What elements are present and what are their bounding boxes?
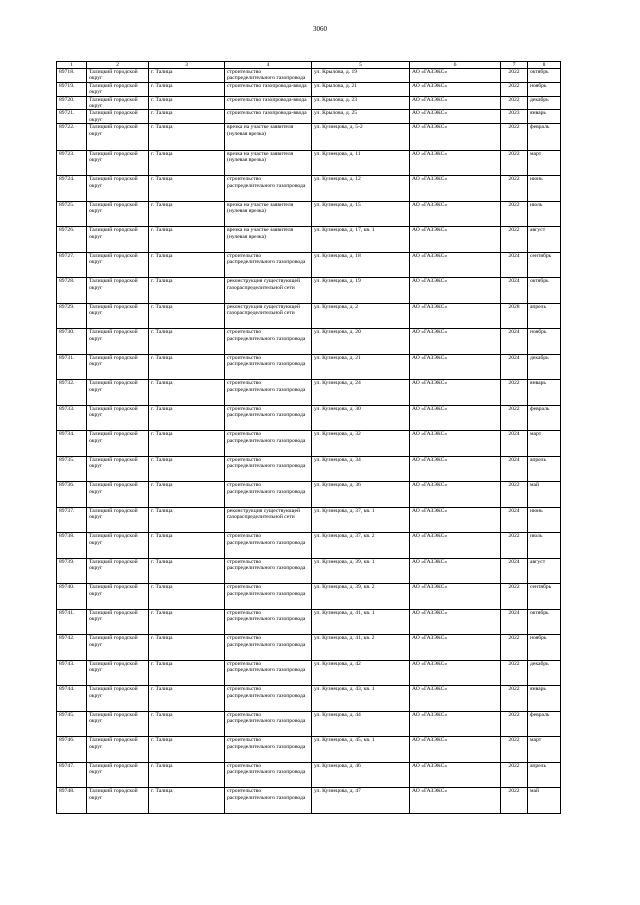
- row-number-cell: 89719.: [57, 82, 87, 96]
- address-cell: ул. Кузнецова, д. 17, кв. 1: [312, 227, 410, 253]
- organization-cell: АО «ГАЗЭКС»: [410, 660, 501, 686]
- year-cell: 2022: [501, 96, 528, 110]
- address-cell: ул. Кузнецова, д. 42: [312, 660, 410, 686]
- year-cell: 2022: [501, 737, 528, 763]
- page-number: 3060: [313, 25, 327, 33]
- month-cell: апрель: [528, 456, 561, 482]
- month-cell: март: [528, 737, 561, 763]
- table-row: [57, 201, 561, 227]
- address-cell: ул. Кузнецова, д. 34: [312, 456, 410, 482]
- address-cell: ул. Кузнецова, д. 20: [312, 329, 410, 355]
- table-row: [57, 380, 561, 406]
- settlement-cell: г. Талица: [149, 303, 225, 329]
- district-cell: Талицкий городской округ: [87, 354, 149, 380]
- settlement-cell: г. Талица: [149, 686, 225, 712]
- organization-cell: АО «ГАЗЭКС»: [410, 303, 501, 329]
- table-row: [57, 456, 561, 482]
- organization-cell: АО «ГАЗЭКС»: [410, 150, 501, 176]
- column-header: 8: [528, 62, 561, 69]
- work-type-cell: строительство распределительного газопровода: [225, 686, 312, 712]
- work-type-cell: строительство распределительного газопровода: [225, 482, 312, 508]
- settlement-cell: г. Талица: [149, 660, 225, 686]
- settlement-cell: г. Талица: [149, 227, 225, 253]
- work-type-cell: врезка на участке заявителя (нулевая врезка): [225, 150, 312, 176]
- year-cell: 2024: [501, 431, 528, 457]
- row-number-cell: 89721.: [57, 110, 87, 124]
- settlement-cell: г. Талица: [149, 150, 225, 176]
- settlement-cell: г. Талица: [149, 405, 225, 431]
- table-row: [57, 762, 561, 788]
- year-cell: 2022: [501, 584, 528, 610]
- work-type-cell: врезка на участке заявителя (нулевая врезка): [225, 124, 312, 151]
- district-cell: Талицкий городской округ: [87, 69, 149, 83]
- address-cell: ул. Кузнецова, д. 37, кв. 1: [312, 507, 410, 533]
- organization-cell: АО «ГАЗЭКС»: [410, 635, 501, 661]
- month-cell: май: [528, 788, 561, 814]
- organization-cell: АО «ГАЗЭКС»: [410, 737, 501, 763]
- organization-cell: АО «ГАЗЭКС»: [410, 584, 501, 610]
- settlement-cell: г. Талица: [149, 201, 225, 227]
- settlement-cell: г. Талица: [149, 788, 225, 814]
- row-number-cell: 89720.: [57, 96, 87, 110]
- year-cell: 2022: [501, 660, 528, 686]
- work-type-cell: строительство распределительного газопровода: [225, 176, 312, 202]
- organization-cell: АО «ГАЗЭКС»: [410, 329, 501, 355]
- table-row: [57, 584, 561, 610]
- settlement-cell: г. Талица: [149, 69, 225, 83]
- table-row: [57, 96, 561, 110]
- district-cell: Талицкий городской округ: [87, 150, 149, 176]
- year-cell: 2022: [501, 69, 528, 83]
- district-cell: Талицкий городской округ: [87, 110, 149, 124]
- address-cell: ул. Кузнецова, д. 19: [312, 278, 410, 304]
- district-cell: Талицкий городской округ: [87, 82, 149, 96]
- organization-cell: АО «ГАЗЭКС»: [410, 558, 501, 584]
- address-cell: ул. Кузнецова, д. 12: [312, 176, 410, 202]
- month-cell: март: [528, 431, 561, 457]
- address-cell: ул. Кузнецова, д. 24: [312, 380, 410, 406]
- month-cell: январь: [528, 380, 561, 406]
- row-number-cell: 89741.: [57, 609, 87, 635]
- month-cell: июль: [528, 533, 561, 559]
- year-cell: 2022: [501, 380, 528, 406]
- column-header: 5: [312, 62, 410, 69]
- month-cell: октябрь: [528, 278, 561, 304]
- work-type-cell: строительство распределительного газопровода: [225, 69, 312, 83]
- row-number-cell: 89726.: [57, 227, 87, 253]
- table-row: [57, 507, 561, 533]
- settlement-cell: г. Талица: [149, 380, 225, 406]
- month-cell: ноябрь: [528, 635, 561, 661]
- table-row: [57, 609, 561, 635]
- table-row: [57, 558, 561, 584]
- year-cell: 2023: [501, 110, 528, 124]
- year-cell: 2022: [501, 762, 528, 788]
- year-cell: 2022: [501, 150, 528, 176]
- year-cell: 2022: [501, 82, 528, 96]
- settlement-cell: г. Талица: [149, 737, 225, 763]
- table-row: [57, 635, 561, 661]
- year-cell: 2022: [501, 176, 528, 202]
- month-cell: февраль: [528, 711, 561, 737]
- organization-cell: АО «ГАЗЭКС»: [410, 788, 501, 814]
- address-cell: ул. Кузнецова, д. 30: [312, 405, 410, 431]
- district-cell: Талицкий городской округ: [87, 533, 149, 559]
- organization-cell: АО «ГАЗЭКС»: [410, 405, 501, 431]
- row-number-cell: 89736.: [57, 482, 87, 508]
- district-cell: Талицкий городской округ: [87, 456, 149, 482]
- settlement-cell: г. Талица: [149, 482, 225, 508]
- work-type-cell: строительство распределительного газопровода: [225, 558, 312, 584]
- district-cell: Талицкий городской округ: [87, 635, 149, 661]
- address-cell: ул. Кузнецова, д. 41, кв. 1: [312, 609, 410, 635]
- organization-cell: АО «ГАЗЭКС»: [410, 533, 501, 559]
- district-cell: Талицкий городской округ: [87, 96, 149, 110]
- organization-cell: АО «ГАЗЭКС»: [410, 124, 501, 151]
- row-number-cell: 89743.: [57, 660, 87, 686]
- month-cell: июль: [528, 201, 561, 227]
- address-cell: ул. Кузнецова, д. 41, кв. 2: [312, 635, 410, 661]
- table-row: [57, 533, 561, 559]
- month-cell: август: [528, 227, 561, 253]
- organization-cell: АО «ГАЗЭКС»: [410, 227, 501, 253]
- address-cell: ул. Кузнецова, д. 21: [312, 354, 410, 380]
- district-cell: Талицкий городской округ: [87, 558, 149, 584]
- table-row: [57, 711, 561, 737]
- month-cell: ноябрь: [528, 329, 561, 355]
- year-cell: 2022: [501, 124, 528, 151]
- address-cell: ул. Крылова, д. 21: [312, 82, 410, 96]
- year-cell: 2022: [501, 635, 528, 661]
- work-type-cell: строительство распределительного газопровода: [225, 788, 312, 814]
- year-cell: 2024: [501, 252, 528, 278]
- settlement-cell: г. Талица: [149, 124, 225, 151]
- settlement-cell: г. Талица: [149, 96, 225, 110]
- work-type-cell: врезка на участке заявителя (нулевая врезка): [225, 201, 312, 227]
- month-cell: декабрь: [528, 660, 561, 686]
- row-number-cell: 89727.: [57, 252, 87, 278]
- organization-cell: АО «ГАЗЭКС»: [410, 507, 501, 533]
- work-type-cell: строительство газопровода-ввода: [225, 96, 312, 110]
- table-row: [57, 124, 561, 151]
- table-row: [57, 431, 561, 457]
- year-cell: 2022: [501, 686, 528, 712]
- address-cell: ул. Кузнецова, д. 15: [312, 201, 410, 227]
- table-row: [57, 227, 561, 253]
- table-row: [57, 278, 561, 304]
- row-number-cell: 89729.: [57, 303, 87, 329]
- district-cell: Талицкий городской округ: [87, 278, 149, 304]
- work-type-cell: строительство распределительного газопровода: [225, 354, 312, 380]
- address-cell: ул. Кузнецова, д. 45, кв. 1: [312, 737, 410, 763]
- district-cell: Талицкий городской округ: [87, 380, 149, 406]
- organization-cell: АО «ГАЗЭКС»: [410, 278, 501, 304]
- month-cell: июнь: [528, 507, 561, 533]
- year-cell: 2024: [501, 507, 528, 533]
- work-type-cell: строительство распределительного газопровода: [225, 609, 312, 635]
- settlement-cell: г. Талица: [149, 507, 225, 533]
- row-number-cell: 89745.: [57, 711, 87, 737]
- organization-cell: АО «ГАЗЭКС»: [410, 609, 501, 635]
- month-cell: январь: [528, 110, 561, 124]
- address-cell: ул. Крылова, д. 19: [312, 69, 410, 83]
- row-number-cell: 89748.: [57, 788, 87, 814]
- month-cell: октябрь: [528, 609, 561, 635]
- settlement-cell: г. Талица: [149, 431, 225, 457]
- settlement-cell: г. Талица: [149, 82, 225, 96]
- row-number-cell: 89732.: [57, 380, 87, 406]
- district-cell: Талицкий городской округ: [87, 405, 149, 431]
- row-number-cell: 89747.: [57, 762, 87, 788]
- row-number-cell: 89737.: [57, 507, 87, 533]
- month-cell: декабрь: [528, 354, 561, 380]
- row-number-cell: 89740.: [57, 584, 87, 610]
- month-cell: май: [528, 482, 561, 508]
- address-cell: ул. Кузнецова, д. 43, кв. 1: [312, 686, 410, 712]
- year-cell: 2024: [501, 278, 528, 304]
- column-header: 2: [87, 62, 149, 69]
- table-row: [57, 252, 561, 278]
- work-type-cell: строительство распределительного газопровода: [225, 584, 312, 610]
- address-cell: ул. Кузнецова, д. 18: [312, 252, 410, 278]
- year-cell: 2022: [501, 405, 528, 431]
- district-cell: Талицкий городской округ: [87, 227, 149, 253]
- work-type-cell: строительство распределительного газопровода: [225, 380, 312, 406]
- table-row: [57, 176, 561, 202]
- row-number-cell: 89738.: [57, 533, 87, 559]
- row-number-cell: 89730.: [57, 329, 87, 355]
- settlement-cell: г. Талица: [149, 584, 225, 610]
- address-cell: ул. Кузнецова, д. 32: [312, 431, 410, 457]
- settlement-cell: г. Талица: [149, 176, 225, 202]
- organization-cell: АО «ГАЗЭКС»: [410, 176, 501, 202]
- district-cell: Талицкий городской округ: [87, 252, 149, 278]
- district-cell: Талицкий городской округ: [87, 482, 149, 508]
- organization-cell: АО «ГАЗЭКС»: [410, 82, 501, 96]
- row-number-cell: 89744.: [57, 686, 87, 712]
- year-cell: 2024: [501, 456, 528, 482]
- settlement-cell: г. Талица: [149, 110, 225, 124]
- year-cell: 2028: [501, 303, 528, 329]
- organization-cell: АО «ГАЗЭКС»: [410, 482, 501, 508]
- work-type-cell: строительство распределительного газопровода: [225, 252, 312, 278]
- year-cell: 2022: [501, 227, 528, 253]
- district-cell: Талицкий городской округ: [87, 124, 149, 151]
- year-cell: 2022: [501, 482, 528, 508]
- settlement-cell: г. Талица: [149, 354, 225, 380]
- year-cell: 2024: [501, 609, 528, 635]
- address-cell: ул. Кузнецова, д. 37, кв. 2: [312, 533, 410, 559]
- district-cell: Талицкий городской округ: [87, 507, 149, 533]
- row-number-cell: 89728.: [57, 278, 87, 304]
- month-cell: февраль: [528, 124, 561, 151]
- table-row: [57, 69, 561, 83]
- month-cell: январь: [528, 686, 561, 712]
- work-type-cell: строительство распределительного газопровода: [225, 711, 312, 737]
- row-number-cell: 89734.: [57, 431, 87, 457]
- organization-cell: АО «ГАЗЭКС»: [410, 762, 501, 788]
- work-type-cell: строительство газопровода-ввода: [225, 110, 312, 124]
- address-cell: ул. Кузнецова, д. 11: [312, 150, 410, 176]
- year-cell: 2022: [501, 201, 528, 227]
- gasification-table: [56, 61, 561, 814]
- address-cell: ул. Кузнецова, д. 44: [312, 711, 410, 737]
- table-row: [57, 482, 561, 508]
- district-cell: Талицкий городской округ: [87, 737, 149, 763]
- row-number-cell: 89731.: [57, 354, 87, 380]
- row-number-cell: 89739.: [57, 558, 87, 584]
- column-header: 1: [57, 62, 87, 69]
- month-cell: сентябрь: [528, 252, 561, 278]
- organization-cell: АО «ГАЗЭКС»: [410, 711, 501, 737]
- row-number-cell: 89724.: [57, 176, 87, 202]
- settlement-cell: г. Талица: [149, 252, 225, 278]
- year-cell: 2024: [501, 354, 528, 380]
- table-row: [57, 110, 561, 124]
- settlement-cell: г. Талица: [149, 609, 225, 635]
- work-type-cell: строительство распределительного газопровода: [225, 533, 312, 559]
- address-cell: ул. Кузнецова, д. 5-2: [312, 124, 410, 151]
- month-cell: ноябрь: [528, 82, 561, 96]
- district-cell: Талицкий городской округ: [87, 686, 149, 712]
- organization-cell: АО «ГАЗЭКС»: [410, 380, 501, 406]
- district-cell: Талицкий городской округ: [87, 329, 149, 355]
- row-number-cell: 89742.: [57, 635, 87, 661]
- settlement-cell: г. Талица: [149, 762, 225, 788]
- month-cell: октябрь: [528, 69, 561, 83]
- month-cell: сентябрь: [528, 584, 561, 610]
- table-row: [57, 405, 561, 431]
- table-row: [57, 329, 561, 355]
- table-header: [57, 62, 561, 69]
- address-cell: ул. Кузнецова, д. 2: [312, 303, 410, 329]
- year-cell: 2024: [501, 329, 528, 355]
- row-number-cell: 89746.: [57, 737, 87, 763]
- organization-cell: АО «ГАЗЭКС»: [410, 201, 501, 227]
- district-cell: Талицкий городской округ: [87, 609, 149, 635]
- work-type-cell: строительство распределительного газопровода: [225, 329, 312, 355]
- settlement-cell: г. Талица: [149, 533, 225, 559]
- district-cell: Талицкий городской округ: [87, 584, 149, 610]
- work-type-cell: строительство распределительного газопровода: [225, 635, 312, 661]
- address-cell: ул. Кузнецова, д. 36: [312, 482, 410, 508]
- table-row: [57, 788, 561, 814]
- table-body: [57, 69, 561, 814]
- month-cell: февраль: [528, 405, 561, 431]
- settlement-cell: г. Талица: [149, 711, 225, 737]
- work-type-cell: реконструкция существующей газораспределительной сети: [225, 303, 312, 329]
- district-cell: Талицкий городской округ: [87, 176, 149, 202]
- district-cell: Талицкий городской округ: [87, 201, 149, 227]
- organization-cell: АО «ГАЗЭКС»: [410, 110, 501, 124]
- address-cell: ул. Кузнецова, д. 39, кв. 2: [312, 584, 410, 610]
- address-cell: ул. Крылова, д. 23: [312, 96, 410, 110]
- address-cell: ул. Кузнецова, д. 39, кв. 1: [312, 558, 410, 584]
- settlement-cell: г. Талица: [149, 329, 225, 355]
- work-type-cell: строительство распределительного газопровода: [225, 456, 312, 482]
- month-cell: март: [528, 150, 561, 176]
- settlement-cell: г. Талица: [149, 635, 225, 661]
- district-cell: Талицкий городской округ: [87, 431, 149, 457]
- address-cell: ул. Кузнецова, д. 47: [312, 788, 410, 814]
- work-type-cell: реконструкция существующей газораспределительной сети: [225, 507, 312, 533]
- table-row: [57, 150, 561, 176]
- work-type-cell: строительство распределительного газопровода: [225, 737, 312, 763]
- column-header: 4: [225, 62, 312, 69]
- district-cell: Талицкий городской округ: [87, 711, 149, 737]
- table-row: [57, 354, 561, 380]
- year-cell: 2022: [501, 533, 528, 559]
- row-number-cell: 89722.: [57, 124, 87, 151]
- row-number-cell: 89725.: [57, 201, 87, 227]
- work-type-cell: врезка на участке заявителя (нулевая врезка): [225, 227, 312, 253]
- organization-cell: АО «ГАЗЭКС»: [410, 69, 501, 83]
- work-type-cell: строительство распределительного газопровода: [225, 660, 312, 686]
- work-type-cell: строительство газопровода-ввода: [225, 82, 312, 96]
- work-type-cell: строительство распределительного газопровода: [225, 762, 312, 788]
- district-cell: Талицкий городской округ: [87, 303, 149, 329]
- month-cell: август: [528, 558, 561, 584]
- district-cell: Талицкий городской округ: [87, 660, 149, 686]
- column-header: 6: [410, 62, 501, 69]
- table-row: [57, 303, 561, 329]
- organization-cell: АО «ГАЗЭКС»: [410, 431, 501, 457]
- month-cell: апрель: [528, 762, 561, 788]
- month-cell: апрель: [528, 303, 561, 329]
- organization-cell: АО «ГАЗЭКС»: [410, 252, 501, 278]
- row-number-cell: 89718.: [57, 69, 87, 83]
- address-cell: ул. Кузнецова, д. 46: [312, 762, 410, 788]
- organization-cell: АО «ГАЗЭКС»: [410, 354, 501, 380]
- district-cell: Талицкий городской округ: [87, 788, 149, 814]
- month-cell: декабрь: [528, 96, 561, 110]
- district-cell: Талицкий городской округ: [87, 762, 149, 788]
- column-header: 7: [501, 62, 528, 69]
- settlement-cell: г. Талица: [149, 456, 225, 482]
- settlement-cell: г. Талица: [149, 278, 225, 304]
- year-cell: 2024: [501, 558, 528, 584]
- month-cell: июнь: [528, 176, 561, 202]
- settlement-cell: г. Талица: [149, 558, 225, 584]
- column-header: 3: [149, 62, 225, 69]
- table-row: [57, 82, 561, 96]
- organization-cell: АО «ГАЗЭКС»: [410, 456, 501, 482]
- work-type-cell: строительство распределительного газопровода: [225, 431, 312, 457]
- organization-cell: АО «ГАЗЭКС»: [410, 96, 501, 110]
- organization-cell: АО «ГАЗЭКС»: [410, 686, 501, 712]
- row-number-cell: 89735.: [57, 456, 87, 482]
- work-type-cell: строительство распределительного газопровода: [225, 405, 312, 431]
- work-type-cell: реконструкция существующей газораспределительной сети: [225, 278, 312, 304]
- year-cell: 2022: [501, 711, 528, 737]
- table-row: [57, 686, 561, 712]
- row-number-cell: 89723.: [57, 150, 87, 176]
- table-row: [57, 660, 561, 686]
- table-row: [57, 737, 561, 763]
- year-cell: 2022: [501, 788, 528, 814]
- address-cell: ул. Крылова, д. 25: [312, 110, 410, 124]
- row-number-cell: 89733.: [57, 405, 87, 431]
